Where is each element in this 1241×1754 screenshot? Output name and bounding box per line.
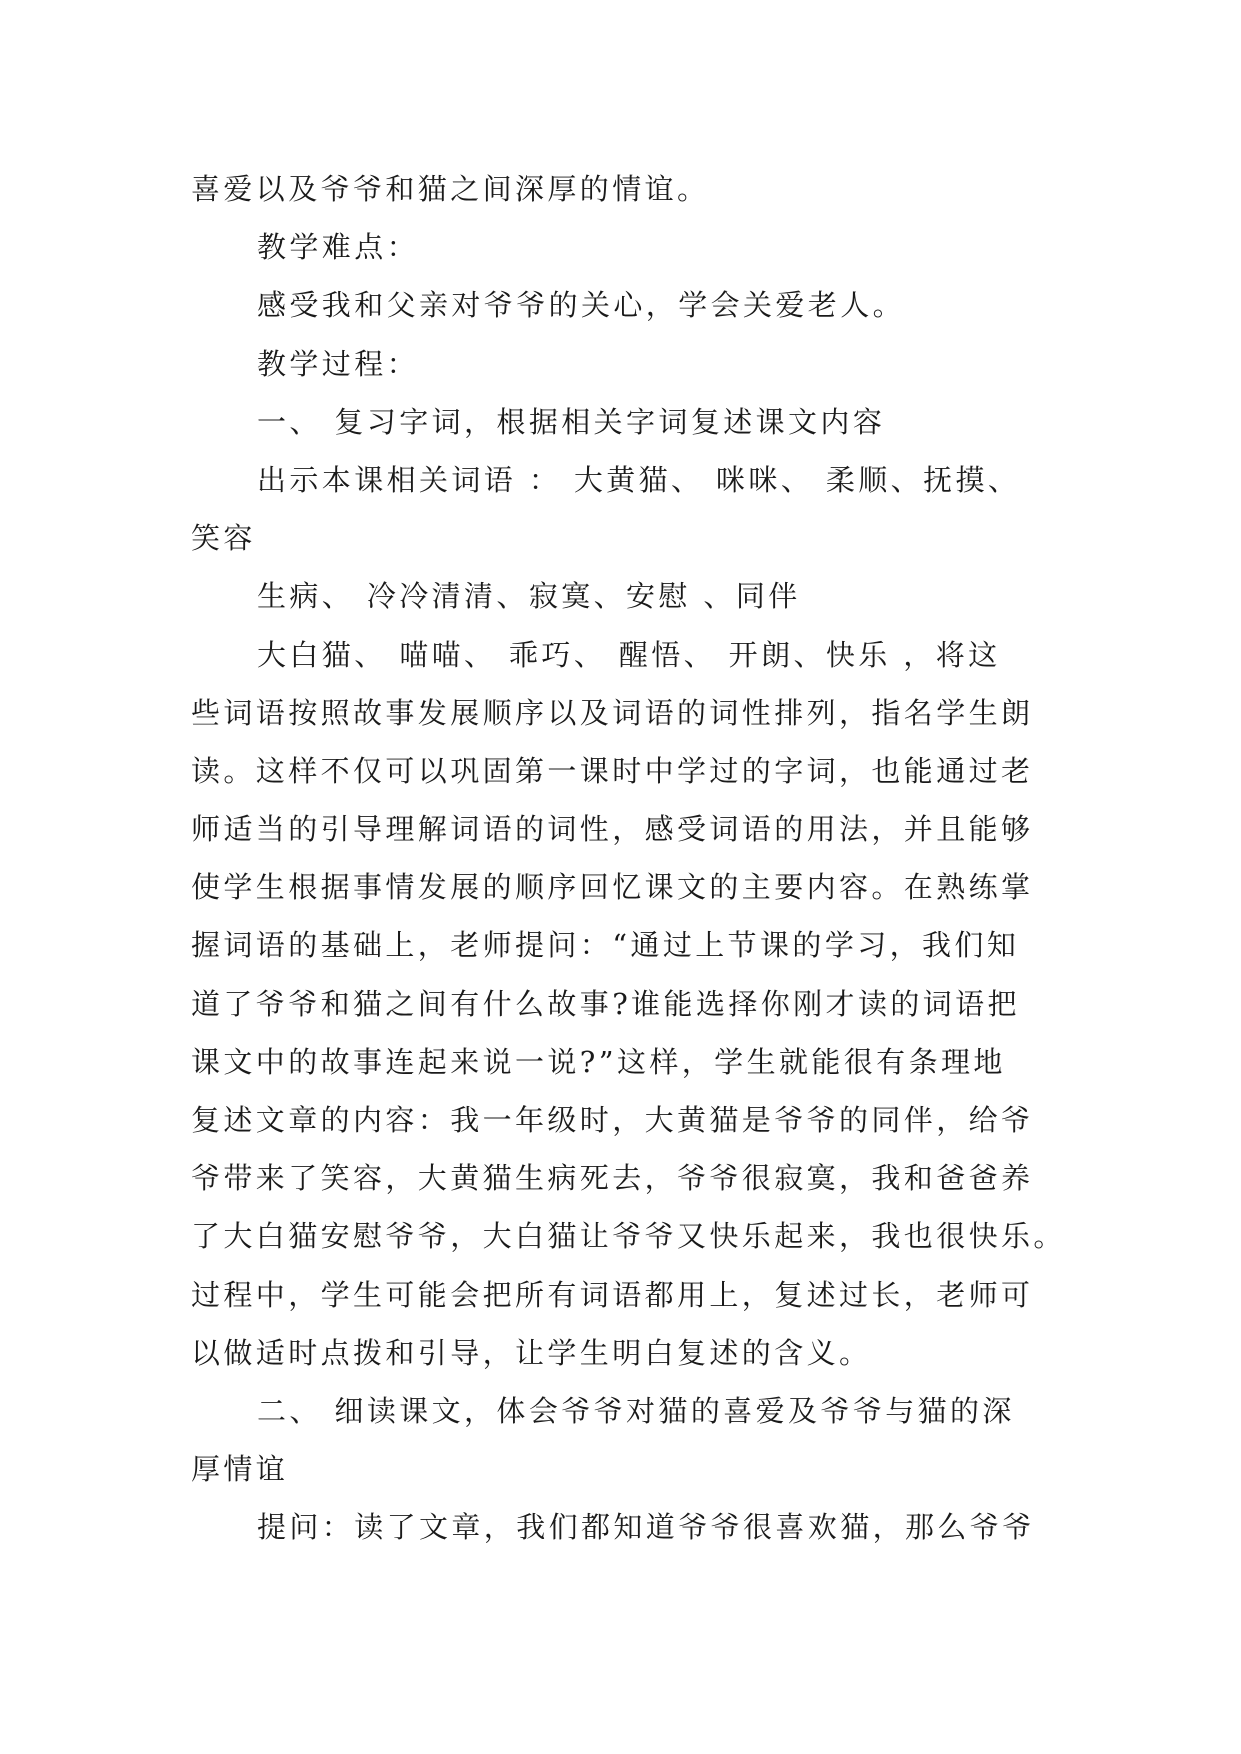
- section-heading-process: 教学过程：: [257, 346, 420, 381]
- text-line: 道了爷爷和猫之间有什么故事?谁能选择你刚才读的词语把: [191, 986, 1020, 1021]
- text-line: 提问：读了文章，我们都知道爷爷很喜欢猫，那么爷爷: [257, 1510, 1035, 1545]
- text-line: 大白猫、 喵喵、 乖巧、 醒悟、 开朗、快乐 ，将这: [257, 637, 1001, 672]
- text-line: 爷带来了笑容，大黄猫生病死去，爷爷很寂寞，我和爸爸养: [191, 1161, 1034, 1196]
- text-line: 复述文章的内容：我一年级时，大黄猫是爷爷的同伴，给爷: [191, 1103, 1034, 1137]
- text-line: 厚情谊: [191, 1452, 289, 1487]
- text-line: 了大白猫安慰爷爷，大白猫让爷爷又快乐起来，我也很快乐。: [191, 1219, 1066, 1254]
- text-line: 喜爱以及爷爷和猫之间深厚的情谊。: [191, 172, 710, 206]
- text-line: 使学生根据事情发展的顺序回忆课文的主要内容。在熟练掌: [191, 870, 1034, 905]
- text-line: 生病、 冷冷清清、寂寞、安慰 、同伴: [257, 579, 801, 614]
- document-page: [191, 160, 1066, 1557]
- text-line: 读。这样不仅可以巩固第一课时中学过的字词，也能通过老: [191, 753, 1034, 788]
- text-line: 握词语的基础上，老师提问：“通过上节课的学习，我们知: [191, 928, 1020, 963]
- text-line: 感受我和父亲对爷爷的关心，学会关爱老人。: [257, 288, 906, 323]
- step-two-heading: 二、 细读课文，体会爷爷对猫的喜爱及爷爷与猫的深: [257, 1393, 1015, 1428]
- text-line: 出示本课相关词语 ： 大黄猫、 咪咪、 柔顺、抚摸、: [257, 462, 1021, 497]
- step-one-heading: 一、 复习字词，根据相关字词复述课文内容: [257, 404, 886, 439]
- text-line: 课文中的故事连起来说一说?”这样，学生就能很有条理地: [191, 1044, 1006, 1079]
- text-line: 师适当的引导理解词语的词性，感受词语的用法，并且能够: [191, 812, 1034, 847]
- section-heading-difficulty: 教学难点：: [257, 230, 420, 265]
- text-line: 些词语按照故事发展顺序以及词语的词性排列，指名学生朗: [191, 695, 1034, 730]
- text-line: 笑容: [191, 521, 256, 556]
- text-line: 以做适时点拨和引导，让学生明白复述的含义。: [191, 1335, 872, 1370]
- text-line: 过程中，学生可能会把所有词语都用上，复述过长，老师可: [191, 1277, 1034, 1312]
